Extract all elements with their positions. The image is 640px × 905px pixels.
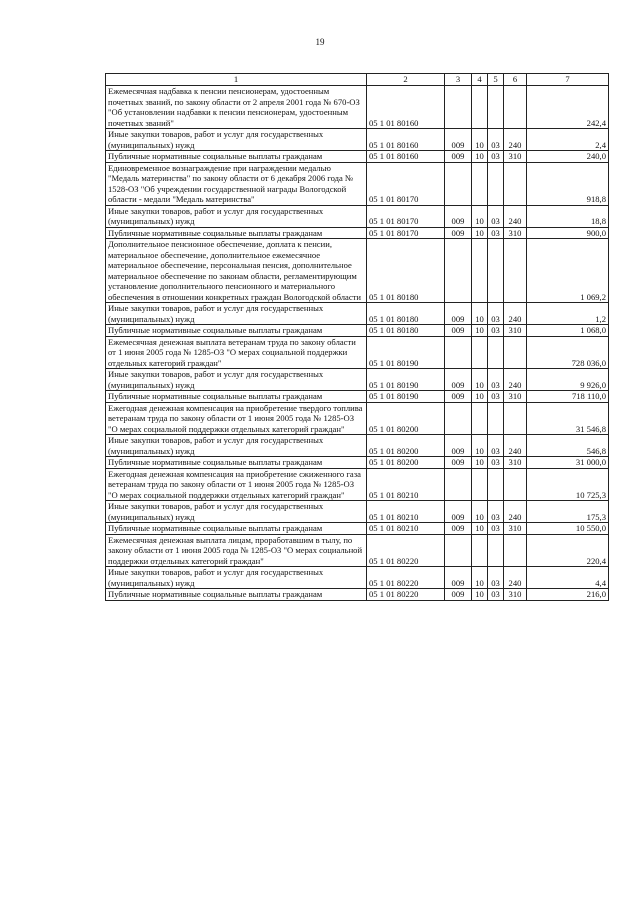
- cell-name: Иные закупки товаров, работ и услуг для государственных (муниципальных) нужд: [106, 501, 367, 523]
- cell-code: 05 1 01 80200: [367, 435, 445, 457]
- cell-amount: 175,3: [527, 501, 609, 523]
- table-row: [106, 205, 609, 227]
- cell-name: Иные закупки товаров, работ и услуг для государственных (муниципальных) нужд: [106, 369, 367, 391]
- cell-type: [504, 336, 527, 369]
- cell-type: 240: [504, 567, 527, 589]
- cell-section: 10: [472, 369, 488, 391]
- cell-gr: 009: [445, 205, 472, 227]
- col-header-subsection: 5: [488, 74, 504, 86]
- cell-gr: 009: [445, 129, 472, 151]
- cell-type: [504, 239, 527, 303]
- cell-amount: 918,8: [527, 162, 609, 205]
- cell-amount: 2,4: [527, 129, 609, 151]
- cell-name: Публичные нормативные социальные выплаты гражданам: [106, 325, 367, 337]
- cell-subsection: 03: [488, 435, 504, 457]
- cell-amount: 718 110,0: [527, 391, 609, 403]
- table-row: [106, 523, 609, 535]
- cell-amount: 31 546,8: [527, 402, 609, 435]
- table-row: [106, 129, 609, 151]
- cell-name: Иные закупки товаров, работ и услуг для государственных (муниципальных) нужд: [106, 205, 367, 227]
- cell-code: 05 1 01 80170: [367, 162, 445, 205]
- cell-section: 10: [472, 391, 488, 403]
- col-header-gr: 3: [445, 74, 472, 86]
- cell-subsection: [488, 239, 504, 303]
- cell-subsection: 03: [488, 501, 504, 523]
- cell-type: 240: [504, 501, 527, 523]
- cell-section: [472, 239, 488, 303]
- cell-section: 10: [472, 589, 488, 601]
- cell-type: [504, 534, 527, 567]
- table-row: [106, 501, 609, 523]
- cell-subsection: [488, 162, 504, 205]
- col-header-code: 2: [367, 74, 445, 86]
- cell-code: 05 1 01 80210: [367, 501, 445, 523]
- table-row: [106, 336, 609, 369]
- cell-subsection: 03: [488, 369, 504, 391]
- table-row: [106, 391, 609, 403]
- table-row: [106, 534, 609, 567]
- table-row: [106, 457, 609, 469]
- cell-name: Публичные нормативные социальные выплаты гражданам: [106, 457, 367, 469]
- table-row: [106, 468, 609, 501]
- cell-gr: 009: [445, 391, 472, 403]
- cell-amount: 4,4: [527, 567, 609, 589]
- cell-name: Дополнительное пенсионное обеспечение, доплата к пенсии, материальное обеспечение, дополнительное ежемесячное материальное обеспечение, персональная пенсия, дополнительное материальное обеспечение по законам области, регламентирующим установление дополнительного пенсионного и материального обеспечения в отношении конкретных граждан Вологодской области: [106, 239, 367, 303]
- cell-name: Иные закупки товаров, работ и услуг для государственных (муниципальных) нужд: [106, 435, 367, 457]
- cell-code: 05 1 01 80190: [367, 369, 445, 391]
- cell-type: [504, 86, 527, 129]
- cell-section: [472, 534, 488, 567]
- cell-amount: 220,4: [527, 534, 609, 567]
- cell-section: 10: [472, 205, 488, 227]
- cell-section: 10: [472, 325, 488, 337]
- cell-section: [472, 86, 488, 129]
- cell-amount: 10 550,0: [527, 523, 609, 535]
- cell-name: Публичные нормативные социальные выплаты гражданам: [106, 151, 367, 163]
- cell-gr: 009: [445, 369, 472, 391]
- cell-type: 240: [504, 205, 527, 227]
- cell-subsection: [488, 86, 504, 129]
- cell-name: Иные закупки товаров, работ и услуг для государственных (муниципальных) нужд: [106, 567, 367, 589]
- cell-amount: 1 069,2: [527, 239, 609, 303]
- cell-type: 240: [504, 369, 527, 391]
- table-row: [106, 589, 609, 601]
- cell-section: 10: [472, 303, 488, 325]
- cell-subsection: [488, 534, 504, 567]
- cell-gr: [445, 239, 472, 303]
- cell-code: 05 1 01 80220: [367, 567, 445, 589]
- cell-gr: 009: [445, 567, 472, 589]
- cell-type: 310: [504, 589, 527, 601]
- cell-type: 240: [504, 129, 527, 151]
- cell-name: Ежегодная денежная компенсация на приобретение сжиженного газа ветеранам труда по закону области от 1 июня 2005 года № 1285-ОЗ "О мерах социальной поддержки отдельных категорий граждан": [106, 468, 367, 501]
- cell-amount: 18,8: [527, 205, 609, 227]
- cell-type: 310: [504, 523, 527, 535]
- cell-name: Ежемесячная надбавка к пенсии пенсионерам, удостоенным почетных званий, по закону области от 2 апреля 2001 года № 670-ОЗ "Об установлении надбавки к пенсии пенсионерам, удостоенным почетных званий": [106, 86, 367, 129]
- cell-section: 10: [472, 567, 488, 589]
- table-row: [106, 325, 609, 337]
- cell-amount: 900,0: [527, 227, 609, 239]
- cell-amount: 9 926,0: [527, 369, 609, 391]
- cell-code: 05 1 01 80220: [367, 534, 445, 567]
- cell-name: Ежемесячная денежная выплата лицам, проработавшим в тылу, по закону области от 1 июня 2005 года № 1285-ОЗ "О мерах социальной поддержки отдельных категорий граждан": [106, 534, 367, 567]
- cell-section: [472, 336, 488, 369]
- cell-code: 05 1 01 80190: [367, 336, 445, 369]
- cell-name: Публичные нормативные социальные выплаты гражданам: [106, 227, 367, 239]
- cell-subsection: 03: [488, 151, 504, 163]
- cell-subsection: [488, 402, 504, 435]
- cell-gr: 009: [445, 523, 472, 535]
- cell-gr: 009: [445, 325, 472, 337]
- cell-subsection: [488, 336, 504, 369]
- cell-subsection: 03: [488, 227, 504, 239]
- cell-name: Ежемесячная денежная выплата ветеранам труда по закону области от 1 июня 2005 года № 1285-ОЗ "О мерах социальной поддержки отдельных категорий граждан": [106, 336, 367, 369]
- page-number: 19: [315, 37, 325, 47]
- cell-name: Ежегодная денежная компенсация на приобретение твердого топлива ветеранам труда по закону области от 1 июня 2005 года № 1285-ОЗ "О мерах социальной поддержки отдельных категорий граждан": [106, 402, 367, 435]
- cell-gr: [445, 402, 472, 435]
- cell-type: 310: [504, 457, 527, 469]
- cell-name: Публичные нормативные социальные выплаты гражданам: [106, 589, 367, 601]
- cell-type: [504, 162, 527, 205]
- table-row: [106, 303, 609, 325]
- cell-code: 05 1 01 80210: [367, 468, 445, 501]
- cell-section: 10: [472, 435, 488, 457]
- cell-code: 05 1 01 80170: [367, 227, 445, 239]
- cell-gr: [445, 86, 472, 129]
- cell-section: 10: [472, 457, 488, 469]
- cell-amount: 1 068,0: [527, 325, 609, 337]
- cell-name: Публичные нормативные социальные выплаты гражданам: [106, 523, 367, 535]
- cell-name: Иные закупки товаров, работ и услуг для государственных (муниципальных) нужд: [106, 129, 367, 151]
- cell-gr: [445, 336, 472, 369]
- cell-gr: [445, 534, 472, 567]
- cell-amount: 1,2: [527, 303, 609, 325]
- cell-code: 05 1 01 80180: [367, 303, 445, 325]
- cell-type: 310: [504, 151, 527, 163]
- cell-subsection: 03: [488, 457, 504, 469]
- cell-amount: 216,0: [527, 589, 609, 601]
- cell-amount: 728 036,0: [527, 336, 609, 369]
- cell-type: 310: [504, 325, 527, 337]
- col-header-section: 4: [472, 74, 488, 86]
- cell-gr: 009: [445, 435, 472, 457]
- table-row: [106, 402, 609, 435]
- cell-type: 310: [504, 391, 527, 403]
- cell-subsection: [488, 468, 504, 501]
- cell-code: 05 1 01 80220: [367, 589, 445, 601]
- table-row: [106, 86, 609, 129]
- cell-gr: [445, 162, 472, 205]
- cell-gr: 009: [445, 151, 472, 163]
- cell-code: 05 1 01 80170: [367, 205, 445, 227]
- cell-code: 05 1 01 80160: [367, 129, 445, 151]
- cell-gr: 009: [445, 589, 472, 601]
- cell-code: 05 1 01 80160: [367, 151, 445, 163]
- cell-subsection: 03: [488, 129, 504, 151]
- cell-code: 05 1 01 80160: [367, 86, 445, 129]
- cell-type: 310: [504, 227, 527, 239]
- table-body: [106, 86, 609, 601]
- col-header-name: 1: [106, 74, 367, 86]
- cell-section: 10: [472, 501, 488, 523]
- cell-name: Иные закупки товаров, работ и услуг для государственных (муниципальных) нужд: [106, 303, 367, 325]
- cell-code: 05 1 01 80200: [367, 402, 445, 435]
- table-row: [106, 369, 609, 391]
- table-row: [106, 435, 609, 457]
- cell-gr: [445, 468, 472, 501]
- cell-code: 05 1 01 80210: [367, 523, 445, 535]
- cell-section: 10: [472, 523, 488, 535]
- cell-subsection: 03: [488, 391, 504, 403]
- table-row: [106, 239, 609, 303]
- cell-type: [504, 468, 527, 501]
- cell-code: 05 1 01 80180: [367, 325, 445, 337]
- cell-type: 240: [504, 435, 527, 457]
- col-header-type: 6: [504, 74, 527, 86]
- budget-table: [105, 73, 609, 601]
- cell-subsection: 03: [488, 303, 504, 325]
- cell-subsection: 03: [488, 589, 504, 601]
- cell-name: Единовременное вознаграждение при награждении медалью "Медаль материнства" по закону области от 6 декабря 2006 года № 1528-ОЗ "Об учреждении государственной награды Вологодской области - медали "Медаль материнства": [106, 162, 367, 205]
- cell-section: 10: [472, 129, 488, 151]
- cell-gr: 009: [445, 501, 472, 523]
- cell-amount: 242,4: [527, 86, 609, 129]
- cell-amount: 10 725,3: [527, 468, 609, 501]
- cell-type: [504, 402, 527, 435]
- cell-code: 05 1 01 80190: [367, 391, 445, 403]
- cell-code: 05 1 01 80180: [367, 239, 445, 303]
- cell-subsection: 03: [488, 523, 504, 535]
- cell-name: Публичные нормативные социальные выплаты гражданам: [106, 391, 367, 403]
- table-row: [106, 151, 609, 163]
- cell-subsection: 03: [488, 567, 504, 589]
- header-row: [106, 74, 609, 86]
- cell-section: [472, 468, 488, 501]
- table-row: [106, 227, 609, 239]
- table-row: [106, 162, 609, 205]
- cell-type: 240: [504, 303, 527, 325]
- col-header-amount: 7: [527, 74, 609, 86]
- cell-code: 05 1 01 80200: [367, 457, 445, 469]
- cell-amount: 31 000,0: [527, 457, 609, 469]
- cell-subsection: 03: [488, 205, 504, 227]
- cell-amount: 240,0: [527, 151, 609, 163]
- cell-section: 10: [472, 151, 488, 163]
- cell-section: [472, 162, 488, 205]
- cell-subsection: 03: [488, 325, 504, 337]
- cell-gr: 009: [445, 457, 472, 469]
- table-row: [106, 567, 609, 589]
- cell-section: [472, 402, 488, 435]
- cell-section: 10: [472, 227, 488, 239]
- cell-amount: 546,8: [527, 435, 609, 457]
- cell-gr: 009: [445, 303, 472, 325]
- cell-gr: 009: [445, 227, 472, 239]
